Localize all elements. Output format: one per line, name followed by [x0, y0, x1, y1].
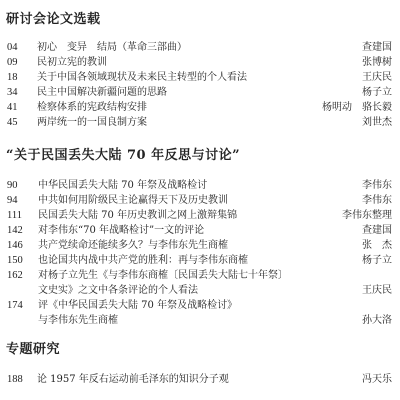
toc-row[interactable]: [0, 178, 400, 193]
page-number: 174: [7, 300, 23, 311]
toc-row[interactable]: [0, 253, 400, 268]
article-title: 与李伟东先生商榷: [38, 315, 118, 326]
toc-row[interactable]: [0, 372, 400, 387]
toc-row-continued[interactable]: [0, 283, 400, 298]
article-title: 也论国共内战中共产党的胜利：再与李伟东商榷: [38, 255, 248, 266]
toc-row[interactable]: [0, 238, 400, 253]
article-author: 刘世杰: [359, 115, 392, 130]
page-number: 150: [7, 255, 23, 266]
article-author: 王庆民: [359, 283, 392, 298]
toc-row[interactable]: [0, 70, 400, 85]
article-author: 查建国: [359, 223, 392, 238]
page-number: 94: [7, 195, 18, 206]
toc-row[interactable]: [0, 298, 400, 313]
article-author: 查建国: [359, 40, 392, 55]
page-number: 162: [7, 270, 23, 281]
toc-row[interactable]: [0, 100, 400, 115]
page-number: 45: [7, 117, 18, 128]
article-author: 杨子立: [359, 85, 392, 100]
toc-list-roc-reflection: [0, 178, 400, 328]
article-author: 李伟东: [359, 193, 392, 208]
article-author: 孙大洛: [359, 313, 392, 328]
article-title: 文史实》之文中各条评论的个人看法: [38, 285, 198, 296]
toc-row[interactable]: [0, 115, 400, 130]
article-author: 张 杰: [359, 238, 392, 253]
page-number: 04: [7, 42, 18, 53]
toc-row[interactable]: [0, 193, 400, 208]
article-author: 杨明动 骆长毅: [319, 100, 392, 115]
toc-row[interactable]: [0, 208, 400, 223]
article-title: 论 1957 年反右运动前毛泽东的知识分子观: [37, 374, 229, 385]
section-title-special-research: 专题研究: [6, 342, 61, 357]
page-number: 142: [7, 225, 23, 236]
toc-row[interactable]: [0, 85, 400, 100]
article-title: 关于中国各领域现状及未来民主转型的个人看法: [37, 72, 247, 83]
toc-row[interactable]: [0, 268, 400, 283]
toc-row-continued[interactable]: [0, 313, 400, 328]
article-author: 冯天乐: [359, 372, 392, 387]
article-title: 两岸统一的一国良制方案: [37, 117, 147, 128]
article-title: 民初立宪的教训: [37, 57, 107, 68]
toc-row[interactable]: [0, 55, 400, 70]
article-title: 民国丢失大陆 70 年历史教训之网上激辩集锦: [38, 210, 238, 221]
article-author: 李伟东整理: [339, 208, 392, 223]
article-title: 对杨子立先生《与李伟东商榷〔民国丢失大陆七十年祭〕: [38, 270, 288, 281]
page-number: 111: [7, 210, 22, 221]
article-title: 对李伟东“70 年战略检讨”一文的评论: [38, 225, 205, 236]
section-title-roc-reflection: “关于民国丢失大陆 70 年反思与讨论”: [6, 148, 241, 163]
article-author: 李伟东: [359, 178, 392, 193]
article-title: 共产党续命还能续多久？与李伟东先生商榷: [38, 240, 228, 251]
article-author: 王庆民: [359, 70, 392, 85]
article-title: 评《中华民国丢失大陆 70 年祭及战略检讨》: [38, 300, 238, 311]
article-title: 初心 变异 结局（革命三部曲）: [37, 42, 187, 53]
page-number: 18: [7, 72, 18, 83]
toc-list-symposium: [0, 40, 400, 130]
toc-row[interactable]: [0, 223, 400, 238]
page-number: 34: [7, 87, 18, 98]
article-title: 检察体系的宪政结构安排: [37, 102, 147, 113]
page-number: 90: [7, 180, 18, 191]
toc-row[interactable]: [0, 40, 400, 55]
page-number: 146: [7, 240, 23, 251]
section-title-symposium-papers: 研讨会论文选载: [6, 12, 101, 27]
article-title: 中共如何用阶级民主论赢得天下及历史教训: [38, 195, 228, 206]
page-number: 188: [7, 374, 23, 385]
article-author: 张博树: [359, 55, 392, 70]
article-author: 杨子立: [359, 253, 392, 268]
article-title: 民主中国解决新疆问题的思路: [37, 87, 167, 98]
toc-list-special-research: [0, 372, 400, 387]
page-number: 41: [7, 102, 18, 113]
page-number: 09: [7, 57, 18, 68]
article-title: 中华民国丢失大陆 70 年祭及战略检讨: [38, 180, 208, 191]
